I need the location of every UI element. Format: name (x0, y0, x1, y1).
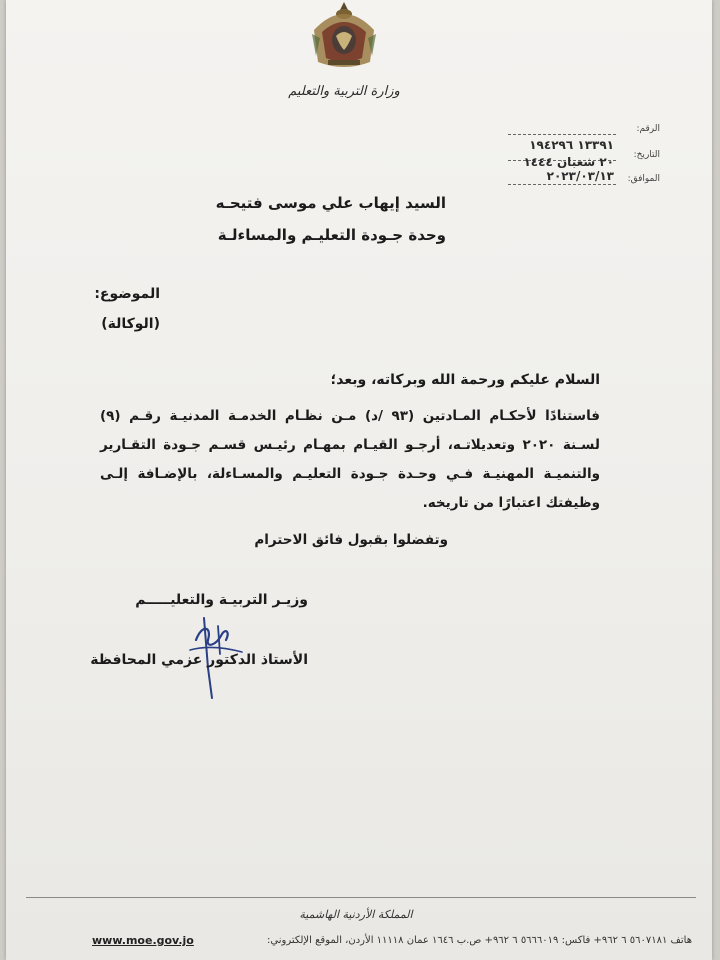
body-line: وظيفتك اعتبارًا من تاريخه. (422, 495, 600, 511)
subject-label: الموضوع: (94, 286, 160, 302)
ministry-name: وزارة التربية والتعليم (288, 84, 400, 99)
signatory-title: وزيـر التربيـة والتعليـــــم (135, 592, 308, 608)
subject-value: (الوكالة) (101, 316, 160, 332)
ref-corresponding-label: الموافق: (627, 174, 660, 184)
signatory-name: الأستاذ الدكتور عزمي المحافظة (90, 652, 308, 668)
ref-corresponding-value: ٢٠٢٣/٠٣/١٣ (546, 169, 614, 183)
body-paragraph (100, 402, 600, 518)
greeting: السلام عليكم ورحمة الله وبركاته، وبعد؛ (330, 372, 600, 388)
footer-kingdom: المملكة الأردنية الهاشمية (299, 908, 413, 921)
ref-number-value: ١٣٣٩١ ١٩٤٢٩٦ (529, 138, 614, 152)
ref-number-line (508, 134, 616, 135)
body-line: لسـنة ٢٠٢٠ وتعديلاتـه، أرجـو القيـام بمهـام رئيـس قسـم جـودة التقـارير (100, 437, 600, 453)
footer-contact: هاتف ٥٦٠٧١٨١ ٦ ٩٦٢+ فاكس: ٥٦٦٦٠١٩ ٦ ٩٦٢+ ص.ب ١٦٤٦ عمان ١١١١٨ الأردن، الموقع الإلكتروني: (267, 935, 692, 946)
footer-divider (26, 897, 696, 898)
addressee-name: السيد إيهاب علي موسى فتيحـه (215, 194, 446, 212)
jordan-coat-of-arms-icon (304, 0, 384, 70)
footer-website: www.moe.gov.jo (92, 934, 194, 947)
ref-number-label: الرقم: (636, 124, 660, 134)
body-line: والتنميـة المهنيـة فـي وحـدة جـودة التعليـم والمسـاءلة، بالإضـافة إلـى (100, 466, 600, 482)
ref-date-label: التاريخ: (633, 150, 660, 160)
addressee-unit: وحدة جـودة التعليـم والمساءلـة (217, 226, 446, 244)
closing: وتفضلوا بقبول فائق الاحترام (254, 532, 448, 548)
body-line: فاستنادًا لأحكـام المـادتين (٩٣ /د) مـن نظـام الخدمـة المدنيـة رقـم (٩) (100, 408, 600, 424)
ref-corresponding-line (508, 184, 616, 185)
ref-date-value: ٢٠ شعبان ١٤٤٤ (523, 155, 614, 169)
letter-page (6, 0, 712, 960)
